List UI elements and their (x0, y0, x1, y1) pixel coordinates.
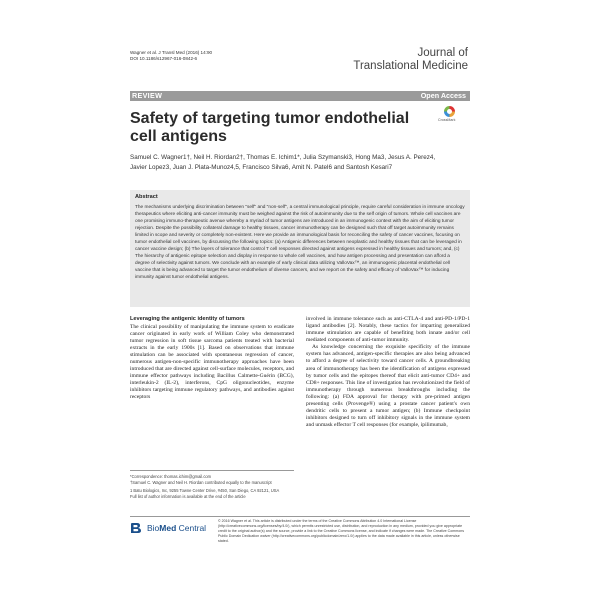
logo-bio: Bio (147, 523, 160, 533)
section-heading: Leveraging the antigenic identity of tumors (130, 316, 245, 322)
logo-central: Central (176, 523, 207, 533)
footnotes (130, 470, 294, 499)
author-list: Samuel C. Wagner1†, Neil H. Riordan2†, Thomas E. Ichim1*, Julia Szymanski3, Hong Ma3, Jesus A. Perez4, Javier Lopez3, Juan J. Plata-Munoz4,5, Francisco Silva6, Amit N. Patel6 and Santosh Kesari7 (130, 154, 436, 171)
review-label: REVIEW (132, 91, 163, 100)
journal-name-line2: Translational Medicine (353, 59, 468, 72)
journal-name (353, 47, 468, 72)
body-column-right (306, 316, 470, 429)
open-access-label: Open Access (420, 91, 466, 100)
doi-line: DOI 10.1186/s12967-016-0842-6 (130, 56, 198, 61)
abstract-heading: Abstract (135, 194, 158, 200)
crossmark-badge[interactable] (434, 106, 470, 124)
full-list-note: Full list of author information is available at the end of the article (130, 493, 246, 499)
journal-name-line1: Journal of (417, 47, 468, 59)
biomed-central-logo (130, 521, 214, 535)
body-paragraph: The clinical possibility of manipulating the immune system to eradicate cancer originated in early work of William Coley who demonstrated tumor regression in soft tissue sarcoma patients treated with bacterial extracts in the early 1900s [1]. Based on observations that immune stimulation can be associated with spontaneous regression of cancer, numerous antigen-non-specific immunotherapy approaches have been introduced that are directed against cell-surface molecules, receptors, and immune effector pathways including Bacillus Calmette-Guérin (BCG), interleukin-2 (IL-2), interferons, CpG oligonucleotides, enzyme inhibitors targeting immune regulatory pathways, and antibodies against receptors (130, 323, 294, 401)
citation-block (130, 50, 212, 62)
citation-line: Wagner et al. J Transl Med (2016) 14:90 (130, 50, 213, 55)
correspondence-note: *Correspondence: thomas.ichim@gmail.com (130, 474, 212, 479)
biomed-central-icon (130, 522, 144, 534)
logo-med: Med (159, 523, 177, 533)
footer-divider (130, 516, 470, 517)
body-paragraph: involved in immune tolerance such as anti-CTLA-4 and anti-PD-1/PD-1 ligand antibodies [2]. Notably, these tactics for imparting generalized immune stimulation are capable of benefiting both innate and/or cell mediated components of anti-tumor immunity. (306, 316, 470, 344)
equal-contribution-note: †Samuel C. Wagner and Neil H. Riordan contributed equally to the manuscript (130, 479, 272, 485)
affiliation-note: 1 Batu Biologics, Inc, 9255 Towne Center Drive, #450, San Diego, CA 92121, USA (130, 488, 280, 494)
article-title: Safety of targeting tumor endothelial cell antigens (130, 110, 410, 145)
biomed-central-wordmark (147, 522, 206, 534)
crossmark-label: CrossMark (438, 118, 456, 122)
body-paragraph: As knowledge concerning the exquisite specificity of the immune system has advanced, antigen-specific therapies are also being advanced to afford a degree of selectivity toward cancer cells. A groundbreaking area of immunotherapy has been the identification of antigens expressed by tumor cells and the epitopes thereof that elicit anti-tumor CD4+ and CD8+ responses. This line of investigation has revolutionized the field of immunotherapy through numerous breakthroughs including the following: (a) FDA approval for therapy with pre-primed antigen presenting cells (Provenge®) using a prostate cancer patient's own dendritic cells to present a tumor antigen; (b) Immune checkpoint inhibitors designed to turn off inhibitory signals in the immune system and unmask effector T cell responses (for example, ipilimumab, (306, 344, 470, 429)
license-statement: © 2016 Wagner et al. This article is distributed under the terms of the Creative Commons Attribution 4.0 International License (http://creativecommons.org/licenses/by/4.0/), which permits unrestricted use, distribution, and reproduction in any medium, provided you give appropriate credit to the original author(s) and the source, provide a link to the Creative Commons license, and indicate if changes were made. The Creative Commons Public Domain Dedication waiver (http://creativecommons.org/publicdomain/zero/1.0/) applies to the data made available in this article, unless otherwise stated. (218, 519, 465, 543)
crossmark-icon (444, 106, 455, 117)
article-type-banner (130, 91, 470, 101)
abstract-text: The mechanisms underlying discrimination between "self" and "non-self", a central immunological principle, require careful consideration in immune oncology therapeutics where eliciting anti-cancer immunity must be weighed against the risk of autoimmunity due to the self origin of tumors. Whole cell vaccines are one promising immuno-therapeutic avenue whereby a myriad of tumor antigens are introduced in an immunogenic context with the aim of eliciting tumor rejection. Despite the possibility collateral damage to healthy tissues, cancer immunotherapy can be designed such that off target autoimmunity remains limited in scope and severity or completely non-existent. Here we provide an immunological basis for reconciling the safety of cancer vaccines, focusing on tumor endothelial cell vaccines, by discussing the following topics: (a) Antigenic differences between neoplastic and healthy tissues that can be leveraged in cancer vaccine design; (b) The layers of tolerance that control T cell responses directed against antigens expressed in healthy tissues and tumors; and, (c) The hierarchy of antigenic epitope selection and display in response to whole cell vaccines, and how antigen processing and presentation can afford a degree of selectivity against tumors. We conclude with an example of early clinical data utilizing ValloVax™, an immunogenic placental endothelial cell vaccine that is being advanced to target the tumor endothelium of diverse cancers, and we report on the safety and efficacy of ValloVax™ for inducing immunity against tumor endothelial antigens. (135, 205, 465, 280)
body-column-left (130, 316, 294, 401)
abstract-box (130, 190, 470, 307)
